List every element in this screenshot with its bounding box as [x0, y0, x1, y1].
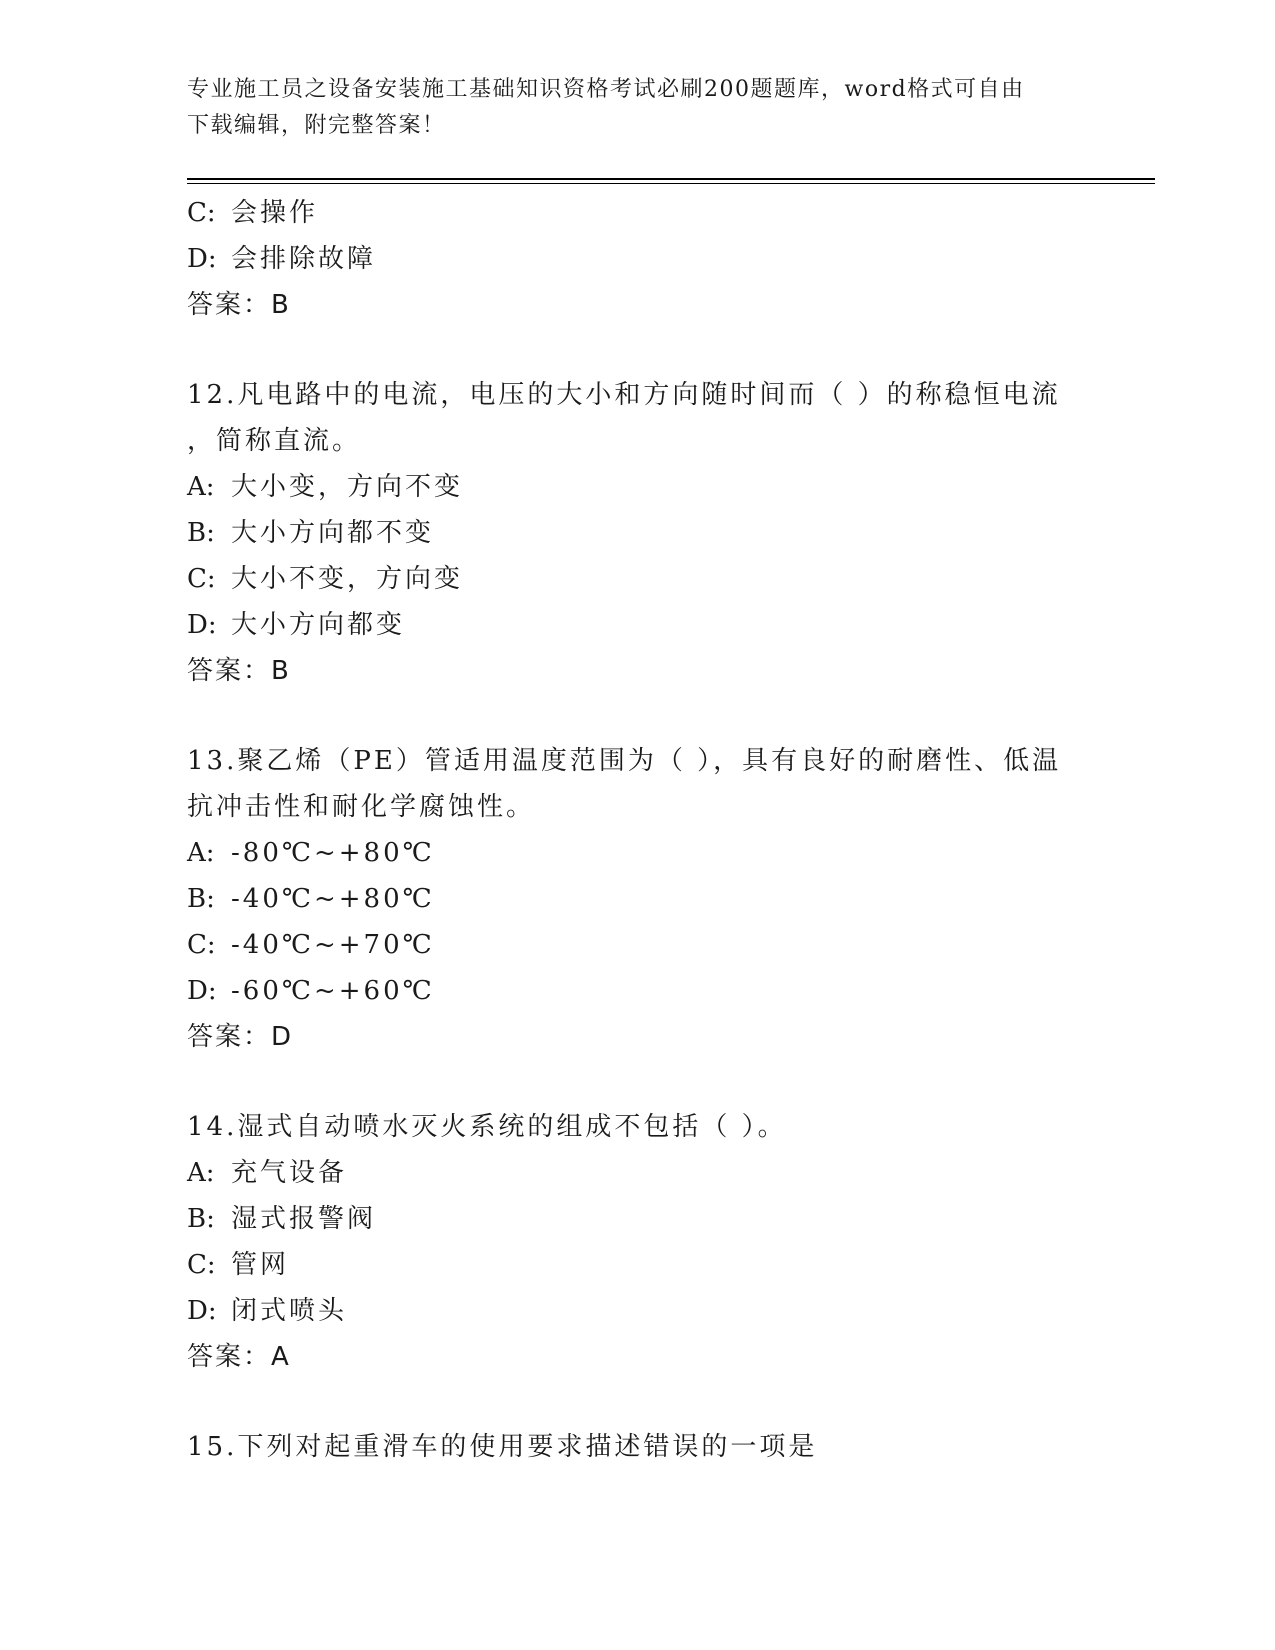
option-d: D: 大小方向都变	[187, 610, 406, 640]
option-a: A: 充气设备	[187, 1158, 348, 1188]
question-13	[187, 738, 1087, 1060]
header-line-2: 下载编辑，附完整答案！	[187, 113, 446, 138]
option-d: D: -60℃~+60℃	[187, 976, 435, 1006]
option-d: D: 闭式喷头	[187, 1296, 348, 1326]
option-b: B: 湿式报警阀	[187, 1204, 377, 1234]
question-15-text: 15.下列对起重滑车的使用要求描述错误的一项是	[187, 1432, 818, 1462]
question-content	[187, 190, 1087, 1470]
option-b: B: -40℃~+80℃	[187, 884, 435, 914]
document-header	[187, 72, 1067, 144]
option-b: B: 大小方向都不变	[187, 518, 435, 548]
question-14-text: 14.湿式自动喷水灭火系统的组成不包括（ ）。	[187, 1112, 787, 1142]
option-c: C: 大小不变，方向变	[187, 564, 464, 594]
option-c: C: -40℃~+70℃	[187, 930, 435, 960]
option-a: A: -80℃~+80℃	[187, 838, 435, 868]
answer-line: 答案：D	[187, 1022, 293, 1052]
answer-line: 答案：A	[187, 1342, 290, 1372]
option-d: D: 会排除故障	[187, 244, 377, 274]
header-line-1: 专业施工员之设备安装施工基础知识资格考试必刷200题题库，word格式可自由	[187, 77, 1025, 102]
previous-question	[187, 190, 1087, 328]
question-14	[187, 1104, 1087, 1380]
question-15	[187, 1424, 1087, 1470]
option-c: C: 管网	[187, 1250, 290, 1280]
header-divider-thin	[187, 183, 1155, 184]
question-12-text: 12.凡电路中的电流，电压的大小和方向随时间而（ ）的称稳恒电流 ，简称直流。	[187, 380, 1061, 456]
answer-line: 答案：B	[187, 656, 290, 686]
option-a: A: 大小变，方向不变	[187, 472, 464, 502]
question-12	[187, 372, 1087, 694]
question-13-text: 13.聚乙烯（PE）管适用温度范围为（ ），具有良好的耐磨性、低温 抗冲击性和耐化学腐蚀性。	[187, 746, 1062, 822]
option-c: C: 会操作	[187, 198, 319, 228]
answer-line: 答案：B	[187, 290, 290, 320]
header-divider-thick	[187, 178, 1155, 180]
